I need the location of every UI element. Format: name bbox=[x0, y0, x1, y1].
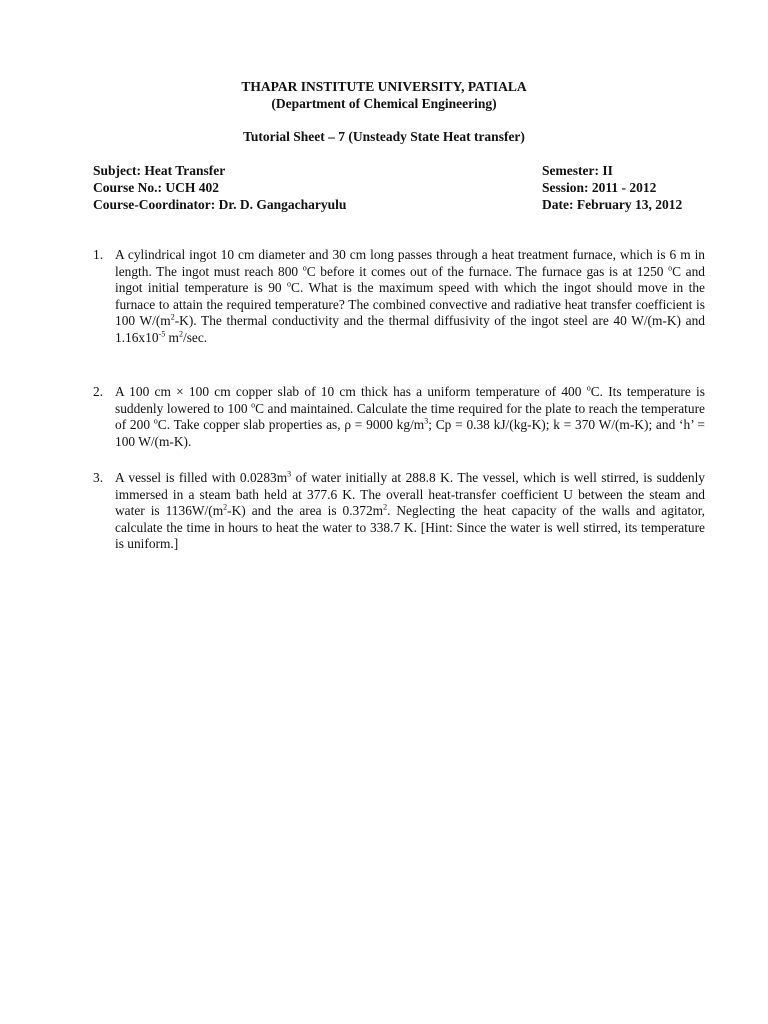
q-text: C. Take copper slab properties as, ρ = 9000 kg/m bbox=[157, 417, 425, 432]
q-sup: 3 bbox=[287, 469, 292, 479]
institute-title: THAPAR INSTITUTE UNIVERSITY, PATIALA bbox=[241, 79, 527, 94]
subject-label: Subject: Heat Transfer bbox=[93, 163, 226, 178]
meta-row-2 bbox=[93, 179, 705, 196]
question-number: 1. bbox=[93, 247, 104, 262]
q-text: A vessel is filled with 0.0283m bbox=[115, 470, 288, 485]
q-text: /sec. bbox=[182, 329, 208, 345]
q-text: A 100 cm × 100 cm copper slab of 10 cm thick has a uniform temperature of 400 bbox=[115, 384, 587, 399]
q-sup: o bbox=[586, 383, 591, 393]
meta-row-1 bbox=[93, 162, 705, 179]
question-1 bbox=[93, 247, 705, 346]
q-text: ; Cp = 0.38 kJ/(kg-K); k = 370 W/(m-K); and ‘h’ = 100 W/(m-K). bbox=[115, 417, 705, 449]
q-sup: 2 bbox=[383, 502, 388, 512]
question-text bbox=[115, 384, 705, 450]
q-sup: o bbox=[251, 400, 256, 410]
q-sup: o bbox=[153, 416, 158, 426]
q-sup: 2 bbox=[178, 329, 183, 339]
q-sup: 3 bbox=[424, 416, 429, 426]
question-text bbox=[115, 470, 705, 553]
course-meta bbox=[93, 162, 705, 213]
q-text: C before it comes out of the furnace. The furnace gas is at 1250 bbox=[306, 263, 669, 279]
q-text: . Neglecting the heat capacity of the walls and agitator, calculate the time in hours to heat the water to 338.7 K. [Hint: Since the water is well stirred, its temperature is uniform.] bbox=[115, 503, 705, 551]
q-sup: 2 bbox=[170, 312, 175, 322]
q-text: A cylindrical ingot 10 cm diameter and 30 cm long passes through a heat treatment furnace, which is 6 m in length. The ingot must reach 800 bbox=[115, 247, 705, 279]
q-text: -K). The thermal conductivity and the thermal diffusivity of the ingot steel are 40 W/(m-K) and 1.16x10 bbox=[115, 313, 705, 345]
session-label: Session: 2011 - 2012 bbox=[542, 180, 657, 195]
question-number: 3. bbox=[93, 470, 104, 485]
question-3 bbox=[93, 470, 705, 553]
q-sup: o bbox=[668, 263, 673, 273]
coordinator-label: Course-Coordinator: Dr. D. Gangacharyulu bbox=[93, 197, 347, 212]
q-text: C. Its temperature is suddenly lowered to 100 bbox=[115, 384, 705, 416]
q-text: m bbox=[165, 329, 179, 345]
question-2 bbox=[93, 384, 705, 450]
tutorial-title: Tutorial Sheet – 7 (Unsteady State Heat transfer) bbox=[243, 129, 525, 144]
q-text: -K) and the area is 0.372m bbox=[227, 503, 384, 518]
q-sup: 2 bbox=[223, 502, 228, 512]
question-number: 2. bbox=[93, 384, 104, 399]
q-sup: o bbox=[287, 279, 292, 289]
q-sup: o bbox=[302, 263, 307, 273]
q-sup: -5 bbox=[158, 329, 166, 339]
course-no-label: Course No.: UCH 402 bbox=[93, 180, 219, 195]
q-text: C. What is the maximum speed with which the ingot should move in the furnace to attain the required temperature? The combined convective and radiative heat transfer coefficient is 100 W/(m bbox=[115, 280, 705, 328]
question-text bbox=[115, 247, 705, 346]
date-label: Date: February 13, 2012 bbox=[542, 197, 683, 212]
q-text: C and ingot initial temperature is 90 bbox=[115, 263, 706, 295]
semester-label: Semester: II bbox=[542, 163, 613, 178]
meta-row-3 bbox=[93, 196, 705, 213]
department-title: (Department of Chemical Engineering) bbox=[271, 96, 497, 111]
q-text: of water initially at 288.8 K. The vessel, which is well stirred, is suddenly immersed in a steam bath held at 377.6 K. The overall heat-transfer coefficient U between the steam and water is 1136W/(m bbox=[115, 470, 705, 518]
q-text: C and maintained. Calculate the time required for the plate to reach the temperature of 200 bbox=[115, 400, 705, 432]
